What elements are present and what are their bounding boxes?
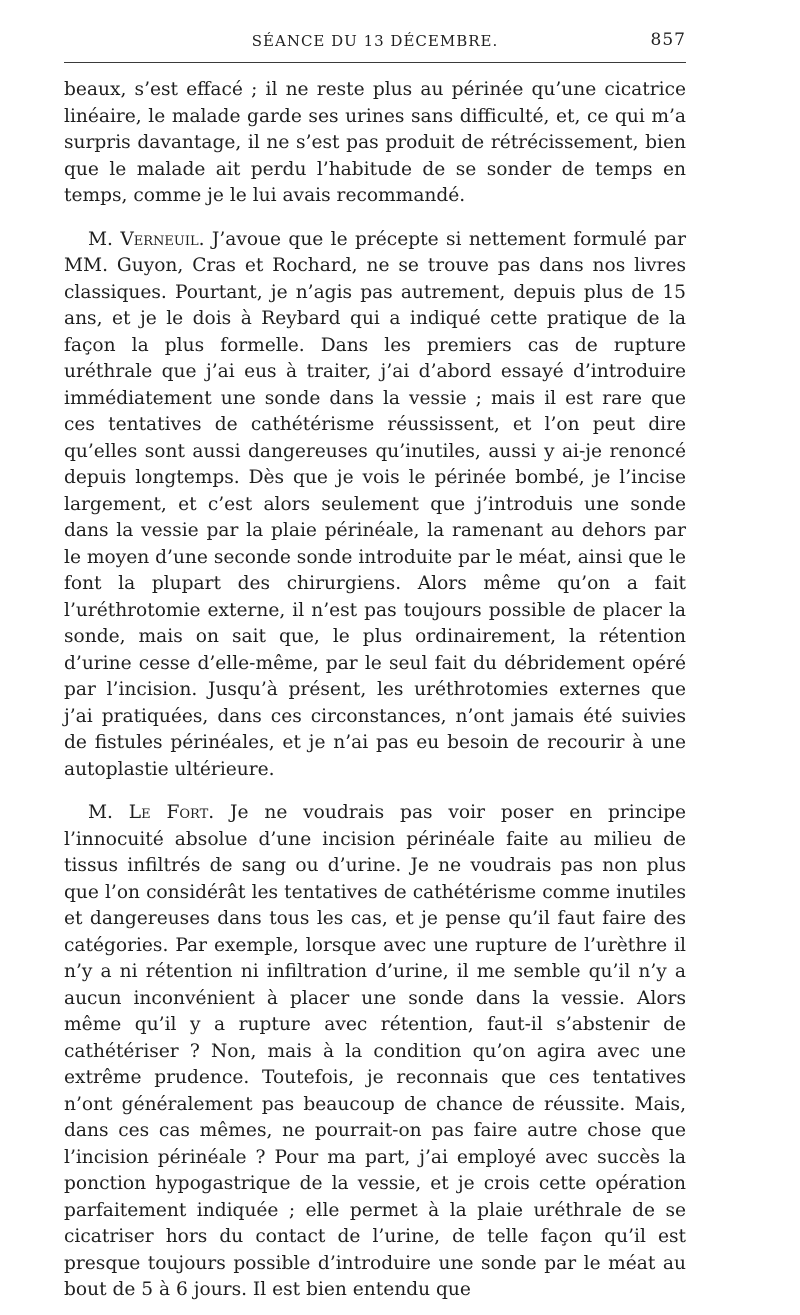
paragraph-gap (64, 783, 686, 800)
paragraph-continuation (64, 77, 686, 210)
speaker-name: M. Verneuil. (88, 228, 205, 250)
page-number: 857 (650, 30, 686, 50)
paragraph-le-fort (64, 800, 686, 1304)
book-page (64, 28, 686, 1304)
running-head-title: SÉANCE DU 13 DÉCEMBRE. (251, 32, 499, 50)
speaker-name: M. Le Fort. (88, 802, 215, 823)
running-head (64, 28, 686, 56)
paragraph-verneuil (64, 227, 686, 784)
paragraph-gap (64, 210, 686, 227)
paragraph-text: beaux, s’est effacé ; il ne reste plus au périnée qu’une cicatrice linéaire, le malade garde ses urines sans difficulté, et, ce qui m’a surpris davantage, il ne s’est pas produit de rétrécissement, bien que le malade ait perdu l’habitude de se sonder de temps en temps, comme je le lui avais recommandé. (64, 79, 686, 206)
header-rule (64, 62, 686, 63)
paragraph-text: J’avoue que le précepte si nettement formulé par MM. Guyon, Cras et Rochard, ne se trouve pas dans nos livres classiques. Pourtant, je n’agis pas autrement, depuis plus de 15 ans, et je le dois à Reybard qui a indiqué cette pratique de la façon la plus formelle. Dans les premiers cas de rupture uréthrale que j’ai eus à traiter, j’ai d’abord essayé d’introduire immédiatement une sonde dans la vessie ; mais il est rare que ces tentatives de cathétérisme réussissent, et l’on peut dire qu’elles sont aussi dangereuses qu’inutiles, aussi y ai-je renoncé depuis longtemps. Dès que je vois le périnée bombé, je l’incise largement, et c’est alors seulement que j’introduis une sonde dans la vessie par la plaie périnéale, la ramenant au dehors par le moyen d’une seconde sonde introduite par le méat, ainsi que le font la plupart des chirurgiens. Alors même qu’on a fait l’uréthrotomie externe, il n’est pas toujours possible de placer la sonde, mais on sait que, le plus ordinairement, la rétention d’urine cesse d’elle-même, par le seul fait du débridement opéré par l’incision. Jusqu’à présent, les uréthrotomies externes que j’ai pratiquées, dans ces circonstances, n’ont jamais été suivies de fistules périnéales, et je n’ai pas eu besoin de recourir à une autoplastie ultérieure. (64, 228, 686, 780)
paragraph-text: Je ne voudrais pas voir poser en principe l’innocuité absolue d’une incision périnéale faite au milieu de tissus infiltrés de sang ou d’urine. Je ne voudrais pas non plus que l’on considérât les tentatives de cathétérisme comme inutiles et dangereuses dans tous les cas, et je pense qu’il faut faire des catégories. Par exemple, lorsque avec une rupture de l’urèthre il n’y a ni rétention ni infiltration d’urine, il me semble qu’il n’y a aucun inconvénient à placer une sonde dans la vessie. Alors même qu’il y a rupture avec rétention, faut-il s’abstenir de cathétériser ? Non, mais à la condition qu’on agira avec une extrême prudence. Toutefois, je reconnais que ces tentatives n’ont généralement pas beaucoup de chance de réussite. Mais, dans ces cas mêmes, ne pourrait-on pas faire autre chose que l’incision périnéale ? Pour ma part, j’ai employé avec succès la ponction hypogastrique de la vessie, et je crois cette opération parfaitement indiquée ; elle permet à la plaie uréthrale de se cicatriser hors du contact de l’urine, de telle façon qu’il est presque toujours possible d’introduire une sonde par le méat au bout de 5 à 6 jours. Il est bien entendu que (64, 802, 686, 1300)
